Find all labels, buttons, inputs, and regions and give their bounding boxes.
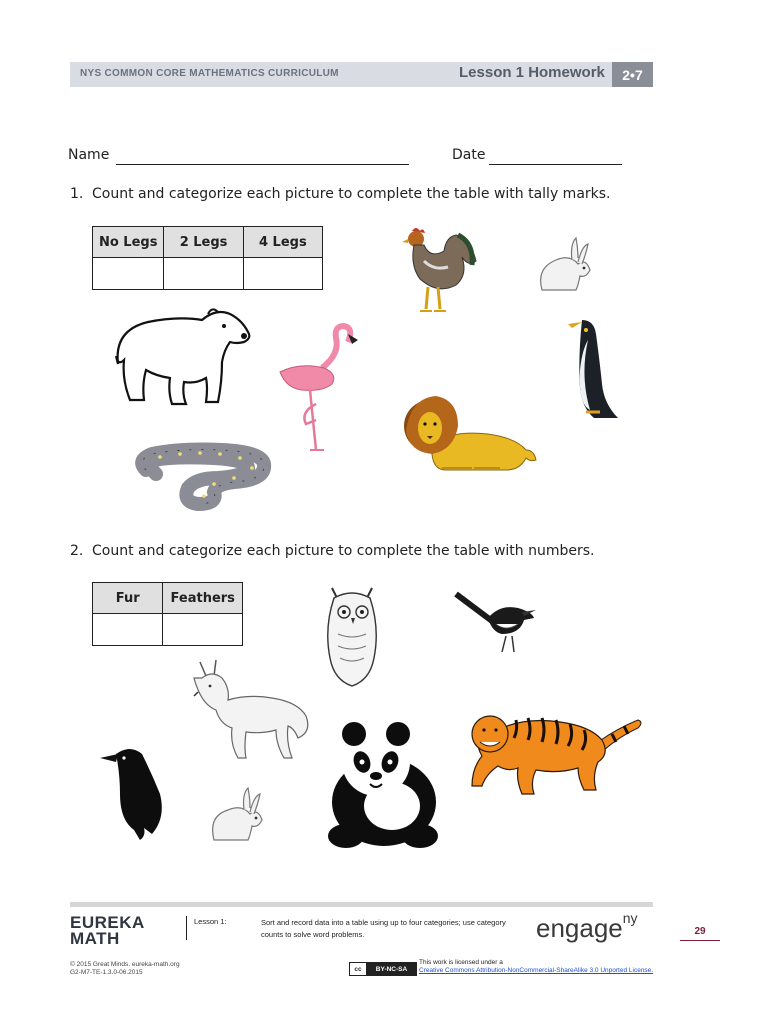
rabbit-icon [534, 236, 596, 294]
eureka-math-logo [70, 915, 145, 947]
rabbit-icon [208, 786, 272, 844]
engageny-logo [536, 910, 638, 944]
magpie-icon [452, 590, 538, 656]
polar-bear-icon [108, 304, 250, 422]
header-2-legs: 2 Legs [164, 227, 243, 258]
owl-icon [322, 584, 384, 688]
copyright [70, 961, 180, 977]
brand-line1: EUREKA [70, 913, 145, 932]
header-no-legs: No Legs [93, 227, 164, 258]
page-number: 29 [694, 926, 706, 937]
footer-separator [186, 916, 187, 940]
date-field[interactable] [489, 150, 622, 165]
header-feathers: Feathers [163, 583, 243, 614]
cc-license-icon[interactable] [349, 962, 417, 976]
problem2-table [92, 582, 243, 646]
coyote-icon [194, 658, 310, 766]
module-badge: 2•7 [612, 62, 653, 87]
cc-label: cc [350, 963, 367, 975]
problem1-text: Count and categorize each picture to complete the table with tally marks. [92, 186, 611, 202]
brand-line2: MATH [70, 929, 120, 948]
copyright-line2: G2-M7-TE-1.3.0-06.2015 [70, 969, 143, 976]
cell-no-legs[interactable] [93, 258, 164, 290]
tiger-icon [466, 704, 644, 800]
rooster-icon [398, 225, 480, 315]
lesson-title: Lesson 1 Homework [459, 64, 605, 81]
footer-lesson-description: Sort and record data into a table using up to four categories; use category counts to solve word problems. [261, 918, 506, 939]
engage-sup: ny [622, 910, 638, 927]
date-label: Date [452, 147, 486, 163]
panda-icon [326, 714, 442, 850]
header-4-legs: 4 Legs [243, 227, 322, 258]
license-line1: This work is licensed under a [419, 959, 503, 966]
snake-icon [134, 444, 274, 508]
footer-lesson-label: Lesson 1: [194, 917, 227, 926]
license-link[interactable]: Creative Commons Attribution-NonCommercial-ShareAlike 3.0 Unported License. [419, 967, 654, 974]
lion-icon [402, 392, 538, 478]
license-notice [419, 959, 653, 975]
problem1-number: 1. [70, 186, 84, 202]
problem2-number: 2. [70, 543, 84, 559]
name-label: Name [68, 147, 110, 163]
footer-divider [70, 902, 653, 907]
copyright-line1: © 2015 Great Minds. eureka-math.org [70, 961, 180, 968]
penguin-icon [566, 318, 622, 422]
cell-feathers[interactable] [163, 614, 243, 646]
cell-fur[interactable] [93, 614, 163, 646]
engage-text: engage [536, 913, 623, 943]
header-fur: Fur [93, 583, 163, 614]
curriculum-title: NYS COMMON CORE MATHEMATICS CURRICULUM [80, 68, 339, 79]
flamingo-icon [276, 324, 364, 454]
page-number-underline [680, 940, 720, 941]
name-field[interactable] [116, 150, 409, 165]
cell-4-legs[interactable] [243, 258, 322, 290]
raven-icon [100, 744, 166, 840]
cc-by-label: BY-NC-SA [367, 963, 416, 975]
cell-2-legs[interactable] [164, 258, 243, 290]
problem1-table [92, 226, 323, 290]
problem2-text: Count and categorize each picture to complete the table with numbers. [92, 543, 595, 559]
